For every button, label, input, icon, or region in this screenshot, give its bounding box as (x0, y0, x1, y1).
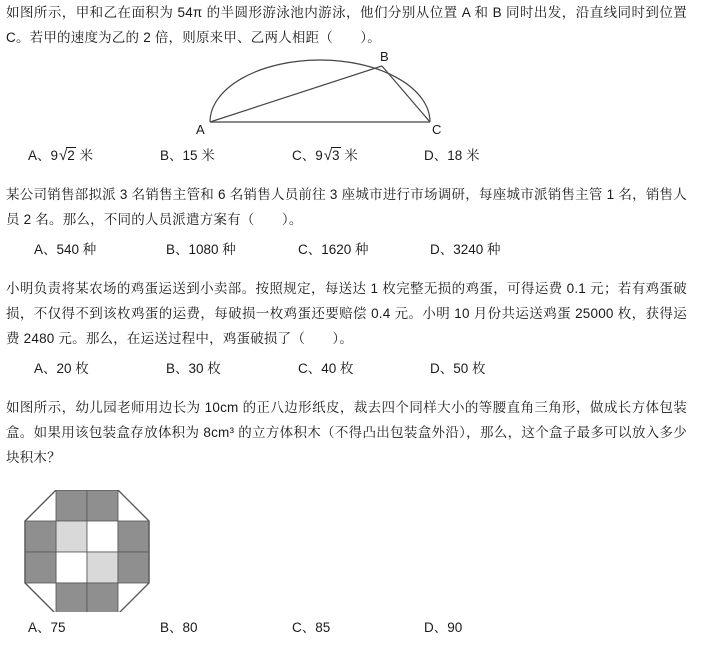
option-67-a[interactable]: A、20 枚 (34, 361, 89, 376)
option-65-c[interactable]: C、9√3 米 (292, 147, 358, 164)
option-65-d[interactable]: D、18 米 (424, 148, 480, 163)
octagon-folding-figure (0, 490, 701, 610)
question-68 (0, 395, 701, 470)
option-67-c[interactable]: C、40 枚 (298, 361, 354, 376)
question-65-options (0, 144, 701, 168)
question-67-text: 小明负责将某农场的鸡蛋运送到小卖部。按照规定，每送达 1 枚完整无损的鸡蛋，可得运费 0.1 元；若有鸡蛋破损，不仅得不到该枚鸡蛋的运费，每破损一枚鸡蛋还要赔偿 0.4 元。小明 10 月份共运送鸡蛋 25000 枚，获得运费 2480 元。那么，在运送过程中，鸡蛋破损了（ ）。 (6, 281, 687, 346)
question-65-text: 如图所示，甲和乙在面积为 54π 的半圆形游泳池内游泳，他们分别从位置 A 和 B 同时出发，沿直线同时到位置 C。若甲的速度为乙的 2 倍，则原来甲、乙两人相距（ ）。 (6, 5, 687, 45)
option-68-c[interactable]: C、85 (292, 620, 331, 635)
svg-text:B: B (380, 50, 389, 64)
option-67-d[interactable]: D、50 枚 (430, 361, 486, 376)
svg-text:A: A (196, 122, 205, 137)
semicircle-triangle-figure (0, 50, 701, 138)
option-67-b[interactable]: B、30 枚 (166, 361, 221, 376)
question-67 (0, 276, 701, 381)
option-65-a[interactable]: A、9√2 米 (28, 147, 94, 164)
option-68-b[interactable]: B、80 (160, 620, 198, 635)
question-66-options (6, 238, 687, 262)
option-66-a[interactable]: A、540 种 (34, 242, 97, 257)
question-68-text: 如图所示，幼儿园老师用边长为 10cm 的正八边形纸皮，裁去四个同样大小的等腰直角三角形，做成长方体包装盒。如果用该包装盒存放体积为 8cm³ 的立方体积木（不得凸出包装盒外沿），那么，这个盒子最多可以放入多少块积木？ (6, 400, 687, 465)
question-68-options (0, 616, 701, 640)
svg-text:C: C (432, 122, 442, 137)
question-66-text: 某公司销售部拟派 3 名销售主管和 6 名销售人员前往 3 座城市进行市场调研，每座城市派销售主管 1 名，销售人员 2 名。那么，不同的人员派遣方案有（ ）。 (6, 187, 687, 227)
option-68-a[interactable]: A、75 (28, 620, 66, 635)
option-65-b[interactable]: B、15 米 (160, 148, 215, 163)
option-66-d[interactable]: D、3240 种 (430, 242, 501, 257)
question-67-options (6, 357, 687, 381)
option-68-d[interactable]: D、90 (424, 620, 463, 635)
question-66 (0, 182, 701, 262)
option-66-c[interactable]: C、1620 种 (298, 242, 369, 257)
option-66-b[interactable]: B、1080 种 (166, 242, 236, 257)
question-65 (0, 0, 701, 50)
